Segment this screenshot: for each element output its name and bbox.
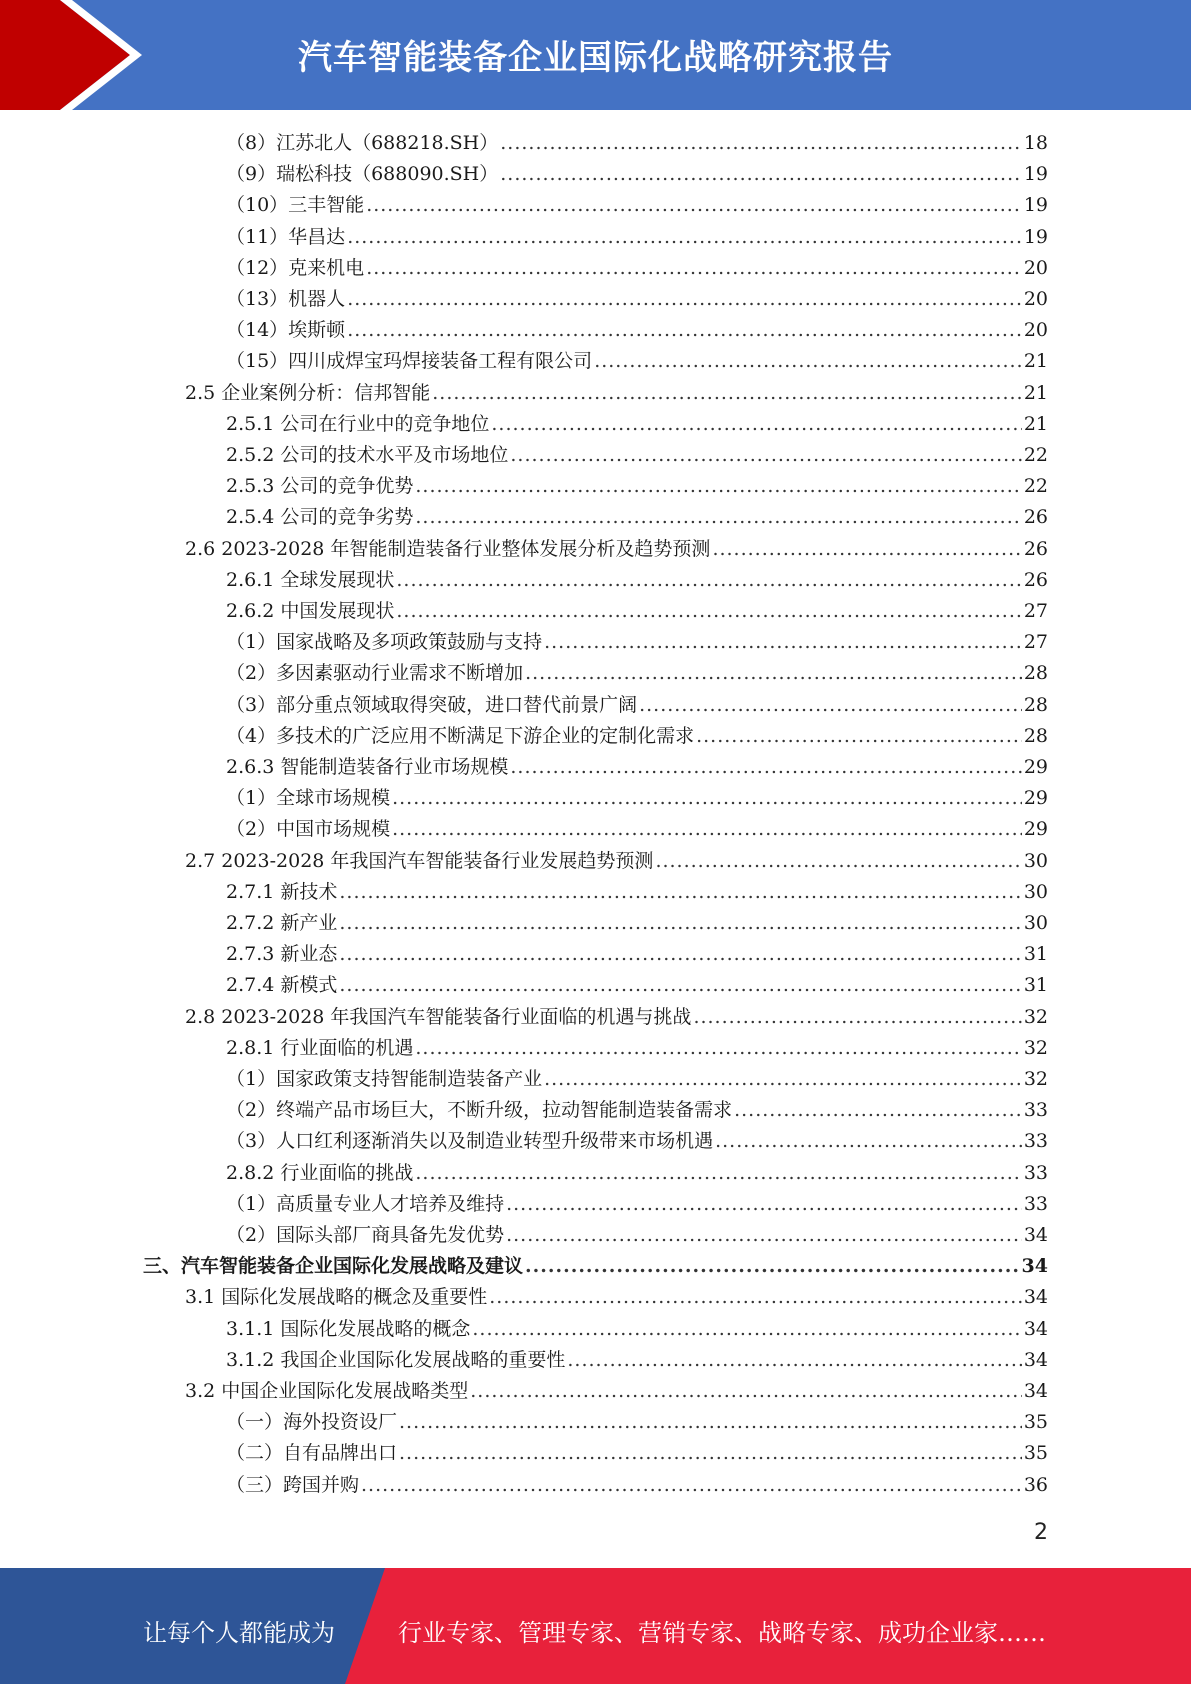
toc-entry-page: 28	[1023, 724, 1048, 747]
toc-leader-dots	[639, 690, 1022, 721]
toc-leader-dots	[489, 1282, 1022, 1313]
toc-leader-dots	[594, 346, 1022, 377]
toc-entry[interactable]	[226, 1220, 1048, 1251]
toc-leader-dots	[500, 159, 1022, 190]
toc-entry-title: 2.6.2 中国发展现状	[226, 600, 395, 622]
toc-entry-title: 3.1.2 我国企业国际化发展战略的重要性	[226, 1348, 566, 1371]
toc-entry-page: 19	[1023, 163, 1048, 186]
toc-leader-dots	[392, 783, 1022, 814]
toc-leader-dots	[506, 1189, 1022, 1220]
toc-entry-page: 34	[1021, 1255, 1048, 1278]
toc-entry-title: （1）全球市场规模	[226, 787, 391, 810]
toc-entry[interactable]	[226, 721, 1048, 752]
toc-leader-dots	[510, 752, 1021, 783]
toc-leader-dots	[399, 1407, 1022, 1438]
toc-entry-page: 34	[1023, 1286, 1048, 1309]
toc-entry-title: 3.1 国际化发展战略的概念及重要性	[185, 1286, 488, 1309]
toc-entry-title: （2）中国市场规模	[226, 818, 391, 841]
toc-entry[interactable]	[226, 658, 1048, 689]
toc-entry-title: （3）人口红利逐渐消失以及制造业转型升级带来市场机遇	[226, 1130, 714, 1153]
toc-entry-title: 2.5 企业案例分析：信邦智能	[185, 381, 431, 404]
toc-leader-dots	[500, 128, 1022, 159]
toc-leader-dots	[347, 315, 1022, 346]
toc-entry[interactable]	[226, 1314, 1048, 1345]
toc-leader-dots	[432, 378, 1022, 409]
toc-entry-title: 2.7.3 新业态	[226, 943, 338, 966]
toc-entry-title: （3）部分重点领域取得突破，进口替代前景广阔	[226, 693, 638, 716]
toc-entry-title: （1）国家政策支持智能制造装备产业	[226, 1068, 543, 1090]
toc-leader-dots	[347, 222, 1022, 253]
toc-entry[interactable]	[185, 1282, 1048, 1313]
toc-entry-page: 26	[1023, 537, 1048, 560]
toc-entry[interactable]	[226, 970, 1048, 1001]
toc-entry-page: 27	[1023, 600, 1048, 622]
footer-slogan-right: 行业专家、管理专家、营销专家、战略专家、成功企业家……	[398, 1619, 1046, 1647]
toc-entry[interactable]	[226, 1407, 1048, 1438]
toc-leader-dots	[415, 502, 1021, 533]
toc-entry-page: 30	[1023, 912, 1048, 934]
toc-leader-dots	[544, 627, 1022, 658]
toc-entry[interactable]	[226, 1126, 1048, 1157]
toc-entry-page: 30	[1023, 849, 1048, 872]
toc-entry-title: （12）克来机电	[226, 256, 365, 279]
toc-entry[interactable]	[226, 939, 1048, 970]
toc-entry[interactable]	[226, 1470, 1048, 1501]
page-number: 2	[1034, 1520, 1048, 1545]
toc-leader-dots	[415, 1158, 1021, 1189]
toc-entry[interactable]	[226, 1158, 1048, 1189]
toc-leader-dots	[655, 846, 1021, 877]
toc-entry-title: 2.6.1 全球发展现状	[226, 568, 395, 591]
toc-entry-page: 19	[1023, 225, 1048, 248]
toc-entry[interactable]	[226, 222, 1048, 253]
toc-leader-dots	[472, 1314, 1021, 1345]
toc-entry[interactable]	[226, 565, 1048, 596]
toc-entry[interactable]	[226, 627, 1048, 658]
toc-leader-dots	[525, 1251, 1020, 1282]
toc-entry-title: （13）机器人	[226, 288, 346, 310]
toc-entry[interactable]	[226, 1345, 1048, 1376]
toc-entry[interactable]	[226, 159, 1048, 190]
toc-entry-page: 30	[1023, 880, 1048, 903]
toc-leader-dots	[525, 658, 1022, 689]
toc-leader-dots	[693, 1002, 1021, 1033]
toc-entry-title: 2.7.2 新产业	[226, 912, 338, 934]
toc-entry[interactable]	[226, 440, 1048, 471]
toc-entry-page: 27	[1023, 631, 1048, 654]
toc-entry-page: 33	[1023, 1161, 1048, 1184]
toc-entry-page: 21	[1023, 412, 1048, 435]
toc-leader-dots	[510, 440, 1021, 471]
toc-leader-dots	[399, 1438, 1022, 1469]
toc-entry-title: 2.8 2023-2028 年我国汽车智能装备行业面临的机遇与挑战	[185, 1005, 692, 1028]
toc-leader-dots	[339, 877, 1021, 908]
toc-entry[interactable]	[226, 877, 1048, 908]
toc-entry-page: 31	[1023, 943, 1048, 966]
toc-entry-title: （11）华昌达	[226, 225, 346, 248]
toc-entry[interactable]	[226, 253, 1048, 284]
toc-entry-page: 35	[1023, 1411, 1048, 1434]
toc-entry-title: 2.5.2 公司的技术水平及市场地位	[226, 444, 509, 466]
toc-entry-title: 2.6 2023-2028 年智能制造装备行业整体发展分析及趋势预测	[185, 537, 711, 560]
toc-leader-dots	[734, 1095, 1022, 1126]
toc-entry-page: 29	[1023, 787, 1048, 810]
toc-entry[interactable]	[226, 752, 1048, 783]
toc-entry[interactable]	[185, 846, 1048, 877]
toc-entry-page: 32	[1023, 1068, 1048, 1090]
toc-leader-dots	[366, 253, 1022, 284]
toc-entry[interactable]	[143, 1251, 1048, 1282]
toc-entry-title: 2.5.3 公司的竞争优势	[226, 475, 414, 498]
toc-entry-title: 2.5.4 公司的竞争劣势	[226, 506, 414, 529]
toc-entry[interactable]	[185, 534, 1048, 565]
toc-entry[interactable]	[226, 128, 1048, 159]
toc-leader-dots	[715, 1126, 1022, 1157]
toc-leader-dots	[470, 1376, 1022, 1407]
toc-entry[interactable]	[226, 502, 1048, 533]
toc-leader-dots	[491, 409, 1021, 440]
toc-entry-page: 34	[1023, 1348, 1048, 1371]
toc-leader-dots	[339, 970, 1021, 1001]
toc-entry-title: （2）多因素驱动行业需求不断增加	[226, 662, 524, 685]
toc-entry-title: 2.7.4 新模式	[226, 974, 338, 997]
toc-entry-title: 2.6.3 智能制造装备行业市场规模	[226, 756, 509, 778]
toc-entry-page: 36	[1023, 1473, 1048, 1496]
toc-leader-dots	[415, 471, 1021, 502]
toc-entry-title: 2.5.1 公司在行业中的竞争地位	[226, 412, 490, 435]
toc-entry-title: 2.7.1 新技术	[226, 880, 338, 903]
toc-entry-title: （2）国际头部厂商具备先发优势	[226, 1224, 505, 1246]
toc-entry[interactable]	[226, 596, 1048, 627]
toc-leader-dots	[544, 1064, 1022, 1095]
toc-leader-dots	[347, 284, 1022, 315]
toc-leader-dots	[567, 1345, 1021, 1376]
toc-entry-title: （1）国家战略及多项政策鼓励与支持	[226, 631, 543, 654]
toc-entry-title: （4）多技术的广泛应用不断满足下游企业的定制化需求	[226, 724, 695, 747]
toc-entry-title: （9）瑞松科技（688090.SH）	[226, 163, 499, 186]
toc-entry[interactable]	[185, 1376, 1048, 1407]
toc-entry-title: （二）自有品牌出口	[226, 1442, 398, 1465]
toc-entry-page: 28	[1023, 662, 1048, 685]
toc-entry[interactable]	[226, 814, 1048, 845]
toc-entry[interactable]	[226, 1033, 1048, 1064]
toc-entry-page: 18	[1023, 132, 1048, 154]
toc-entry-page: 21	[1023, 381, 1048, 404]
toc-entry-page: 26	[1023, 506, 1048, 529]
toc-entry-title: 3.2 中国企业国际化发展战略类型	[185, 1380, 469, 1402]
toc-entry-page: 19	[1023, 194, 1048, 217]
footer-slogan-left: 让每个人都能成为	[143, 1619, 335, 1647]
toc-entry-page: 33	[1023, 1192, 1048, 1215]
toc-entry-title: （三）跨国并购	[226, 1473, 360, 1496]
toc-entry-title: 2.8.2 行业面临的挑战	[226, 1161, 414, 1184]
toc-entry-page: 21	[1023, 350, 1048, 373]
page-footer	[0, 1568, 1191, 1684]
toc-leader-dots	[415, 1033, 1021, 1064]
toc-leader-dots	[361, 1470, 1022, 1501]
toc-entry-title: （15）四川成焊宝玛焊接装备工程有限公司	[226, 350, 593, 373]
toc-entry-page: 34	[1023, 1380, 1048, 1402]
toc-entry-title: 2.7 2023-2028 年我国汽车智能装备行业发展趋势预测	[185, 849, 654, 872]
toc-entry[interactable]	[226, 1438, 1048, 1469]
toc-leader-dots	[396, 565, 1021, 596]
toc-entry-title: （一）海外投资设厂	[226, 1411, 398, 1434]
toc-entry[interactable]	[226, 690, 1048, 721]
toc-entry-page: 32	[1023, 1005, 1048, 1028]
toc-entry-page: 20	[1023, 256, 1048, 279]
toc-leader-dots	[396, 596, 1021, 627]
toc-entry[interactable]	[185, 1002, 1048, 1033]
toc-entry-page: 22	[1023, 475, 1048, 498]
toc-leader-dots	[339, 939, 1021, 970]
toc-entry-page: 20	[1023, 319, 1048, 342]
toc-entry-page: 33	[1023, 1130, 1048, 1153]
toc-entry-title: 3.1.1 国际化发展战略的概念	[226, 1317, 471, 1340]
toc-entry-page: 20	[1023, 288, 1048, 310]
toc-entry[interactable]	[226, 409, 1048, 440]
toc-leader-dots	[366, 190, 1022, 221]
toc-entry[interactable]	[226, 315, 1048, 346]
toc-entry-title: （10）三丰智能	[226, 194, 365, 217]
toc-entry[interactable]	[226, 190, 1048, 221]
toc-entry[interactable]	[226, 1095, 1048, 1126]
page-header	[0, 0, 1191, 110]
toc-entry-title: （8）江苏北人（688218.SH）	[226, 132, 499, 154]
toc-entry-page: 22	[1023, 444, 1048, 466]
toc-entry-page: 32	[1023, 1036, 1048, 1059]
toc-entry-page: 35	[1023, 1442, 1048, 1465]
toc-entry-title: （14）埃斯顿	[226, 319, 346, 342]
toc-entry[interactable]	[226, 471, 1048, 502]
toc-leader-dots	[712, 534, 1021, 565]
toc-entry[interactable]	[185, 378, 1048, 409]
toc-entry-page: 31	[1023, 974, 1048, 997]
toc-entry[interactable]	[226, 284, 1048, 315]
toc-entry[interactable]	[226, 1189, 1048, 1220]
toc-entry-title: 三、汽车智能装备企业国际化发展战略及建议	[143, 1255, 524, 1278]
toc-entry[interactable]	[226, 783, 1048, 814]
toc-leader-dots	[392, 814, 1022, 845]
toc-entry-title: （2）终端产品市场巨大，不断升级，拉动智能制造装备需求	[226, 1099, 733, 1122]
toc-entry[interactable]	[226, 346, 1048, 377]
toc-entry-page: 26	[1023, 568, 1048, 591]
toc-entry[interactable]	[226, 1064, 1048, 1095]
toc-entry-page: 34	[1023, 1224, 1048, 1246]
toc-leader-dots	[696, 721, 1022, 752]
toc-entry-page: 29	[1023, 818, 1048, 841]
toc-entry-page: 28	[1023, 693, 1048, 716]
toc-entry-title: 2.8.1 行业面临的机遇	[226, 1036, 414, 1059]
toc-entry-page: 33	[1023, 1099, 1048, 1122]
toc-leader-dots	[506, 1220, 1022, 1251]
toc-entry-page: 34	[1023, 1317, 1048, 1340]
toc-entry[interactable]	[226, 908, 1048, 939]
toc-entry-title: （1）高质量专业人才培养及维持	[226, 1192, 505, 1215]
toc-entry-page: 29	[1023, 756, 1048, 778]
document-title: 汽车智能装备企业国际化战略研究报告	[298, 38, 893, 78]
toc-leader-dots	[339, 908, 1021, 939]
